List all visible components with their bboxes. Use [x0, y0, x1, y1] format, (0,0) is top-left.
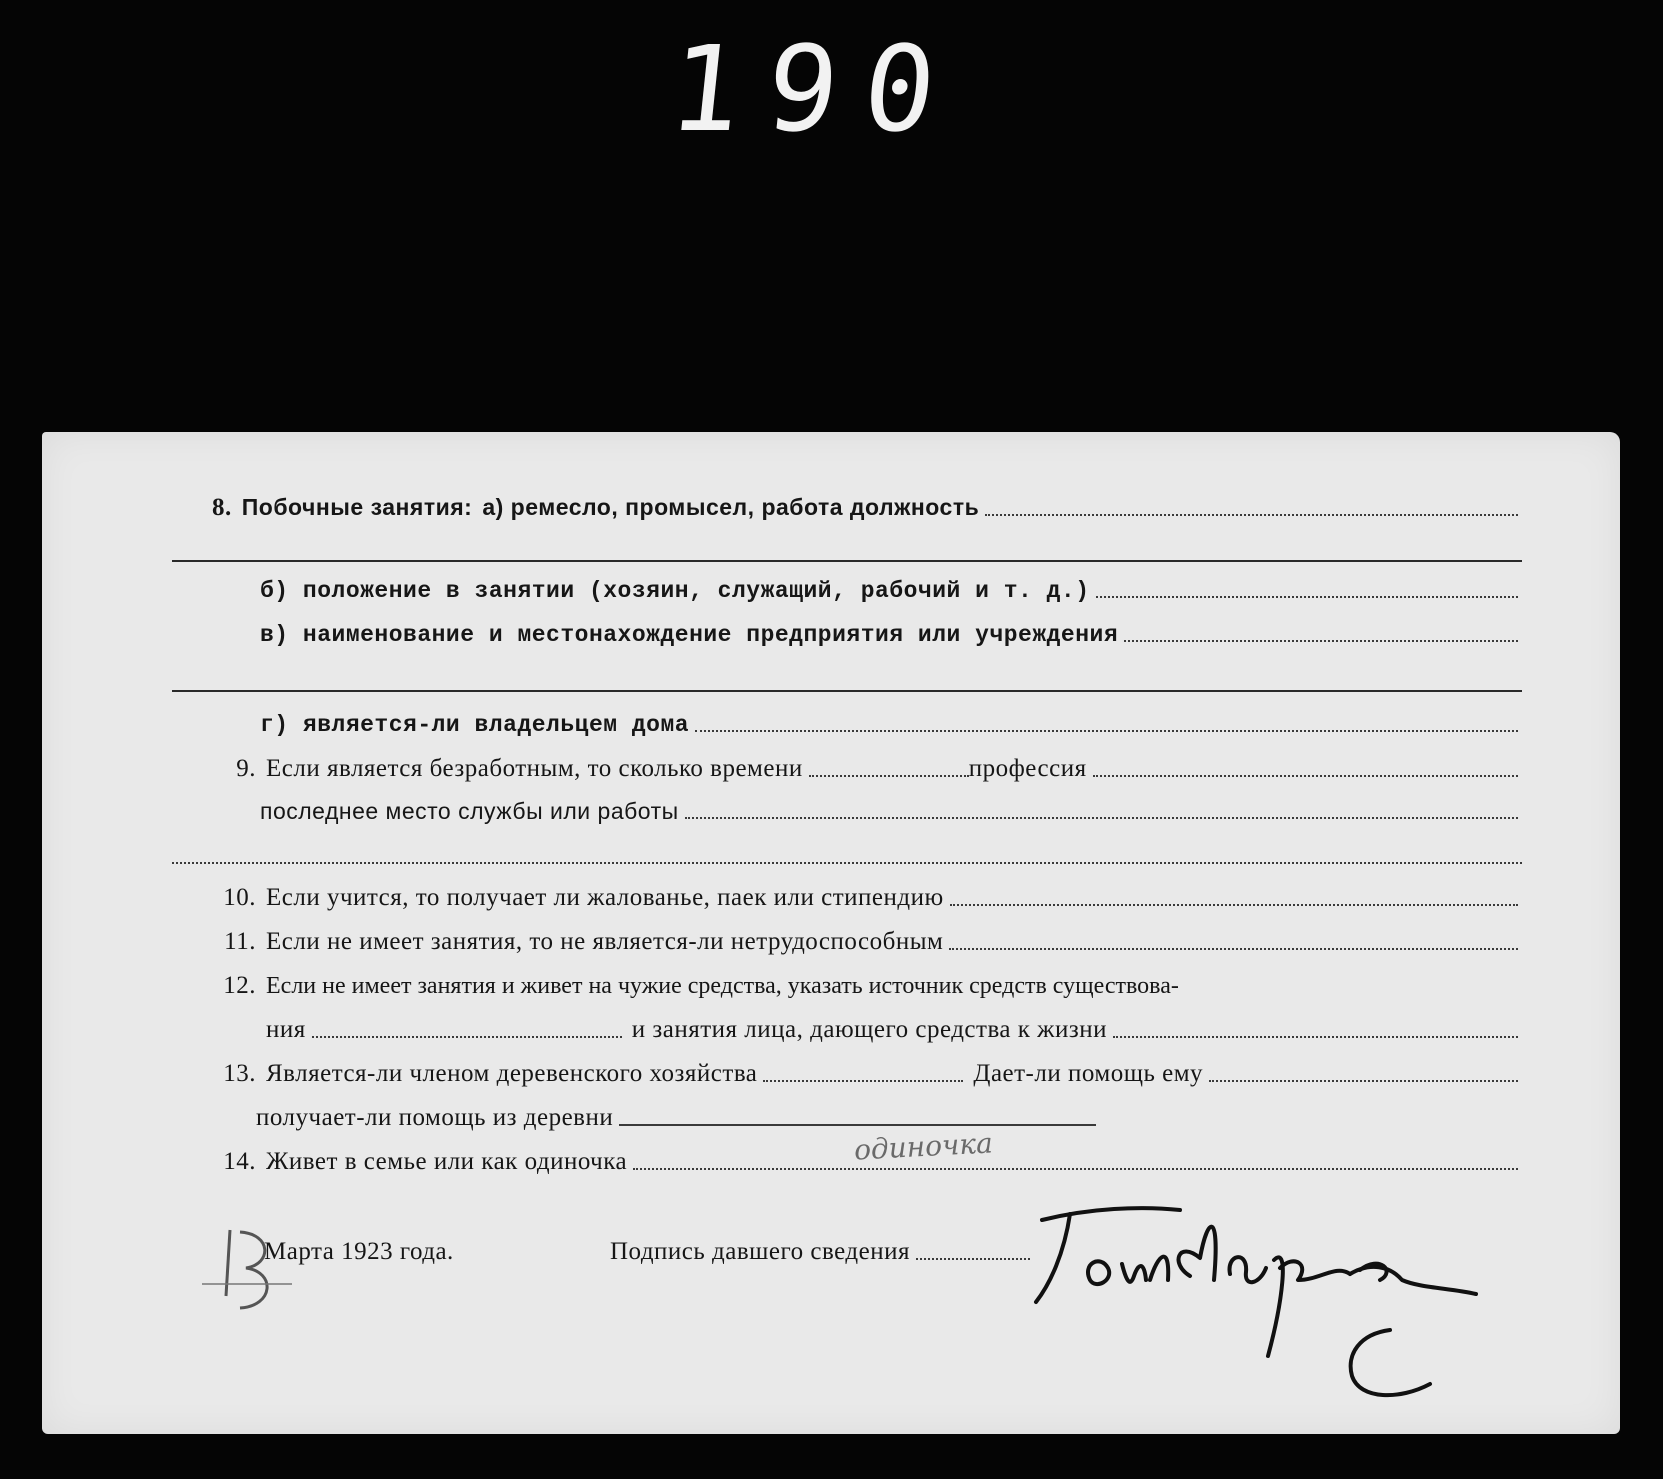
q12-source-field[interactable] — [312, 1035, 622, 1038]
q8-a-field[interactable] — [985, 513, 1518, 516]
q12-cont-text: ния — [266, 1016, 306, 1043]
q11-field[interactable] — [949, 947, 1518, 950]
q13-help-given-label: Дает-ли помощь ему — [973, 1060, 1204, 1087]
q12-occupation-field[interactable] — [1113, 1035, 1518, 1038]
q9-last-place-label: последнее место службы или работы — [260, 798, 679, 824]
q12-number: 12. — [223, 972, 256, 999]
footer-signature-label: Подпись давшего сведения — [610, 1238, 911, 1265]
q8-g-row — [260, 712, 1518, 738]
q12-cont-row — [266, 1016, 1518, 1044]
q8-a-row — [212, 494, 1518, 522]
q14-number: 14. — [223, 1148, 256, 1175]
q13-help-received-field[interactable] — [619, 1123, 1096, 1126]
q8-a-continuation-line[interactable] — [172, 560, 1522, 562]
q9-last-place-row — [260, 798, 1518, 825]
q13-number: 13. — [223, 1060, 256, 1087]
q8-b-text: б) положение в занятии (хозяин, служащий, рабочий и т. д.) — [260, 578, 1090, 604]
q12-row — [202, 972, 1518, 1000]
q12-occupation-label: и занятия лица, дающего средства к жизни — [631, 1016, 1107, 1043]
q8-b-row — [260, 578, 1518, 604]
q8-g-text: г) является-ли владельцем дома — [260, 712, 690, 738]
census-form-card — [42, 432, 1620, 1434]
q9-row — [202, 755, 1518, 783]
handwritten-signature — [1030, 1184, 1510, 1429]
signature-field[interactable] — [916, 1257, 1030, 1260]
q13-member-field[interactable] — [763, 1079, 963, 1082]
q9-text: Если является безработным, то сколько времени — [266, 755, 803, 782]
q10-text: Если учится, то получает ли жалованье, паек или стипендию — [266, 884, 944, 911]
q9-continuation-line[interactable] — [172, 862, 1522, 864]
q9-profession-label: профессия — [968, 755, 1087, 782]
q12-text: Если не имеет занятия и живет на чужие средства, указать источник средств существова- — [266, 973, 1179, 999]
q8-g-field[interactable] — [695, 729, 1518, 732]
q8-v-field[interactable] — [1124, 639, 1518, 642]
q8-label: Побочные занятия: — [241, 494, 473, 520]
q8-b-field[interactable] — [1096, 595, 1518, 598]
q8-number: 8. — [212, 494, 232, 521]
q10-field[interactable] — [950, 903, 1518, 906]
q9-profession-field[interactable] — [1093, 774, 1518, 777]
q11-text: Если не имеет занятия, то не является-ли нетрудоспособным — [266, 928, 944, 955]
footer-date-row — [264, 1238, 454, 1266]
q13-text: Является-ли членом деревенского хозяйства — [266, 1060, 758, 1087]
q10-row — [202, 884, 1518, 912]
q9-number: 9. — [236, 755, 256, 782]
q8-v-text: в) наименование и местонахождение предприятия или учреждения — [260, 622, 1119, 648]
frame-number: 190 — [662, 20, 969, 158]
q10-number: 10. — [223, 884, 256, 911]
q11-row — [202, 928, 1518, 956]
q13-row — [202, 1060, 1518, 1088]
q13-help-given-field[interactable] — [1209, 1079, 1518, 1082]
footer-signature-row — [610, 1238, 1030, 1266]
q8-a-text: а) ремесло, промысел, работа должность — [482, 494, 980, 520]
q8-v-row — [260, 622, 1518, 648]
signature-image — [1030, 1184, 1510, 1424]
q9-last-place-field[interactable] — [685, 816, 1518, 819]
q9-duration-field[interactable] — [809, 774, 969, 777]
q14-text: Живет в семье или как одиночка — [266, 1148, 628, 1175]
q14-handwritten-answer: одиночка — [853, 1126, 994, 1167]
footer-date: Марта 1923 года. — [264, 1238, 454, 1265]
q14-field[interactable] — [633, 1167, 1518, 1170]
q13-help-received-label: получает-ли помощь из деревни — [256, 1104, 614, 1131]
q8-v-continuation-line[interactable] — [172, 690, 1522, 692]
q11-number: 11. — [224, 928, 256, 955]
